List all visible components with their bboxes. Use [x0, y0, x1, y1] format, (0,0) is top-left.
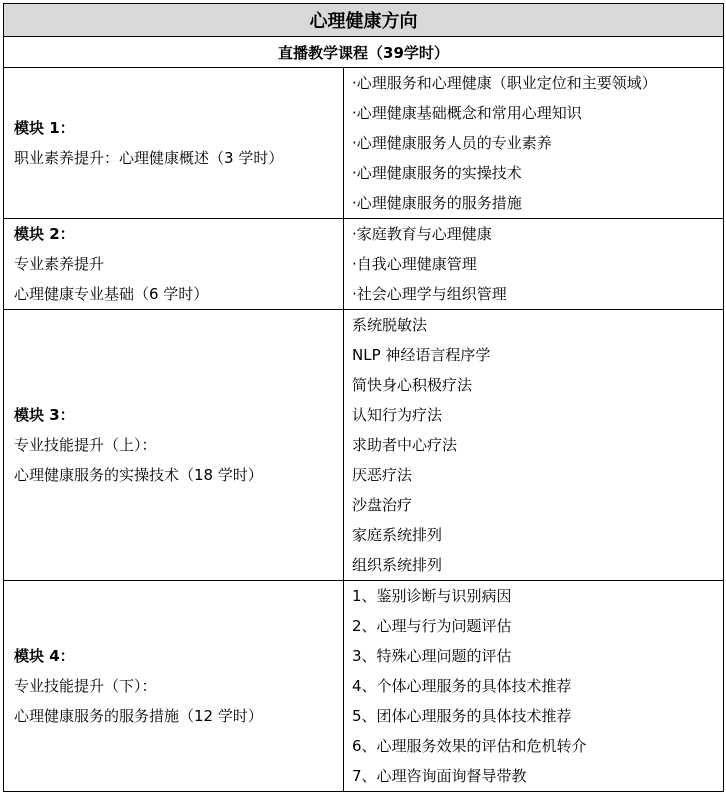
module-name: 模块 4： — [14, 647, 75, 665]
module-row — [4, 581, 724, 792]
module-topics-cell — [344, 219, 724, 310]
module-info-cell — [4, 581, 344, 792]
topic-item: 7、心理咨询面询督导带教 — [352, 767, 527, 785]
module-info-cell — [4, 310, 344, 581]
topic-item: ·心理服务和心理健康（职业定位和主要领域） — [352, 74, 657, 92]
curriculum-table — [3, 3, 724, 792]
topic-item: ·家庭教育与心理健康 — [352, 225, 492, 243]
module-description-line: 心理健康服务的实操技术（18 学时） — [14, 466, 263, 484]
topic-item: 求助者中心疗法 — [352, 436, 458, 454]
topic-item: 6、心理服务效果的评估和危机转介 — [352, 737, 587, 755]
module-description-line: 心理健康专业基础（6 学时） — [14, 285, 209, 303]
module-topics-cell — [344, 310, 724, 581]
module-row — [4, 68, 724, 219]
topic-item: 5、团体心理服务的具体技术推荐 — [352, 707, 572, 725]
module-info-cell — [4, 68, 344, 219]
module-description-line: 专业技能提升（下）： — [14, 677, 157, 695]
topic-item: ·自我心理健康管理 — [352, 255, 477, 273]
module-description-line: 专业素养提升 — [14, 255, 105, 273]
subtitle-row — [4, 37, 724, 68]
module-description-line: 职业素养提升：心理健康概述（3 学时） — [14, 149, 284, 167]
topic-item: ·社会心理学与组织管理 — [352, 285, 507, 303]
topic-item: 认知行为疗法 — [352, 406, 443, 424]
curriculum-table-body — [4, 4, 724, 792]
module-topics-cell — [344, 581, 724, 792]
table-title: 心理健康方向 — [4, 4, 724, 37]
module-name: 模块 2： — [14, 225, 75, 243]
topic-item: 系统脱敏法 — [352, 316, 428, 334]
topic-item: 2、心理与行为问题评估 — [352, 617, 512, 635]
topic-item: NLP 神经语言程序学 — [352, 346, 491, 364]
curriculum-document — [3, 3, 723, 792]
topic-item: 沙盘治疗 — [352, 496, 413, 514]
table-subtitle: 直播教学课程（39学时） — [4, 37, 724, 68]
module-name: 模块 3： — [14, 406, 75, 424]
module-description-line: 心理健康服务的服务措施（12 学时） — [14, 707, 263, 725]
topic-item: ·心理健康服务的服务措施 — [352, 194, 522, 212]
topic-item: ·心理健康服务的实操技术 — [352, 164, 522, 182]
module-row — [4, 219, 724, 310]
topic-item: 简快身心积极疗法 — [352, 376, 473, 394]
topic-item: 家庭系统排列 — [352, 526, 443, 544]
module-info-cell — [4, 219, 344, 310]
topic-item: ·心理健康基础概念和常用心理知识 — [352, 104, 582, 122]
topic-item: 1、鉴别诊断与识别病因 — [352, 587, 512, 605]
topic-item: 4、个体心理服务的具体技术推荐 — [352, 677, 572, 695]
topic-item: 组织系统排列 — [352, 556, 443, 574]
topic-item: ·心理健康服务人员的专业素养 — [352, 134, 552, 152]
module-description-line: 专业技能提升（上）： — [14, 436, 157, 454]
module-name: 模块 1： — [14, 119, 75, 137]
topic-item: 厌恶疗法 — [352, 466, 413, 484]
module-topics-cell — [344, 68, 724, 219]
title-row — [4, 4, 724, 37]
module-row — [4, 310, 724, 581]
topic-item: 3、特殊心理问题的评估 — [352, 647, 512, 665]
